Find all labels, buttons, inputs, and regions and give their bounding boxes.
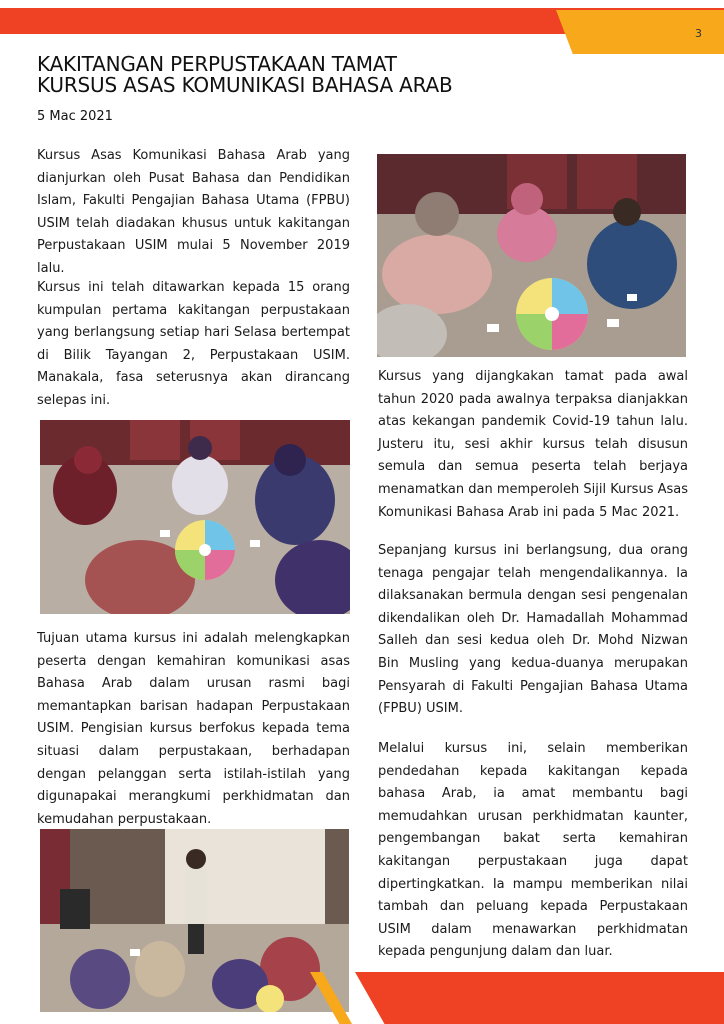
- page-number: 3: [695, 27, 702, 40]
- left-paragraph-2: Kursus ini telah ditawarkan kepada 15 orang kumpulan pertama kakitangan perpustakaan yang berlangsung setiap hari Selasa bertempat di Bilik Tayangan 2, Perpustakaan USIM. Manakala, fasa seterusnya akan dirancang selepas ini.: [37, 280, 350, 408]
- photo-illustration-3: [40, 829, 349, 1012]
- photo-illustration-1: [377, 154, 686, 357]
- article-title: [37, 54, 453, 96]
- left-paragraph-1: Kursus Asas Komunikasi Bahasa Arab yang dianjurkan oleh Pusat Bahasa dan Pendidikan Islam, Fakulti Pengajian Bahasa Utama (FPBU) USIM telah diadakan khusus untuk kakitangan Perpustakaan USIM mulai 5 November 2019 lalu.: [37, 148, 350, 276]
- photo-course-session-1: [377, 154, 686, 357]
- left-paragraph-3: Tujuan utama kursus ini adalah melengkapkan peserta dengan kemahiran komunikasi asas Bahasa Arab dalam urusan rasmi bagi memantapkan barisan hadapan Perpustakaan USIM. Pengisian kursus berfokus kepada tema situasi dalam perpustakaan, berhadapan dengan pelanggan serta istilah-istilah yang digunapakai merangkumi perkhidmatan dan kemudahan perpustakaan.: [37, 631, 350, 827]
- photo-course-session-3: [40, 829, 349, 1012]
- right-paragraph-3: Melalui kursus ini, selain memberikan pendedahan kepada kakitangan kepada bahasa Arab, ia amat membantu bagi memudahkan urusan perkhidmatan kaunter, pengembangan bakat serta kemahiran kakitangan perpustakaan juga dapat dipertingkatkan. Ia mampu memberikan nilai tambah dan peluang kepada Perpustakaan USIM dalam menawarkan perkhidmatan kepada pengunjung dalam dan luar.: [378, 741, 688, 960]
- right-paragraph-2: Sepanjang kursus ini berlangsung, dua orang tenaga pengajar telah mengendalikannya. Ia dilaksanakan bermula dengan sesi pengenalan dikendalikan oleh Dr. Hamadallah Mohammad Salleh dan sesi kedua oleh Dr. Mohd Nizwan Bin Musling yang kedua-duanya merupakan Pensyarah di Fakulti Pengajian Bahasa Utama (FPBU) USIM.: [378, 543, 688, 717]
- title-line-1: KAKITANGAN PERPUSTAKAAN TAMAT: [37, 52, 397, 76]
- right-paragraph-1: Kursus yang dijangkakan tamat pada awal tahun 2020 pada awalnya terpaksa dianjakkan atas kekangan pandemik Covid-19 tahun lalu. Justeru itu, sesi akhir kursus telah disusun semula dan semua peserta telah berjaya menamatkan dan memperoleh Sijil Kursus Asas Komunikasi Bahasa Arab ini pada 5 Mac 2021.: [378, 369, 689, 520]
- photo-course-session-2: [40, 420, 350, 614]
- footer-red-band: [355, 972, 724, 1024]
- article-date: 5 Mac 2021: [37, 109, 113, 124]
- title-line-2: KURSUS ASAS KOMUNIKASI BAHASA ARAB: [37, 73, 453, 97]
- photo-illustration-2: [40, 420, 350, 614]
